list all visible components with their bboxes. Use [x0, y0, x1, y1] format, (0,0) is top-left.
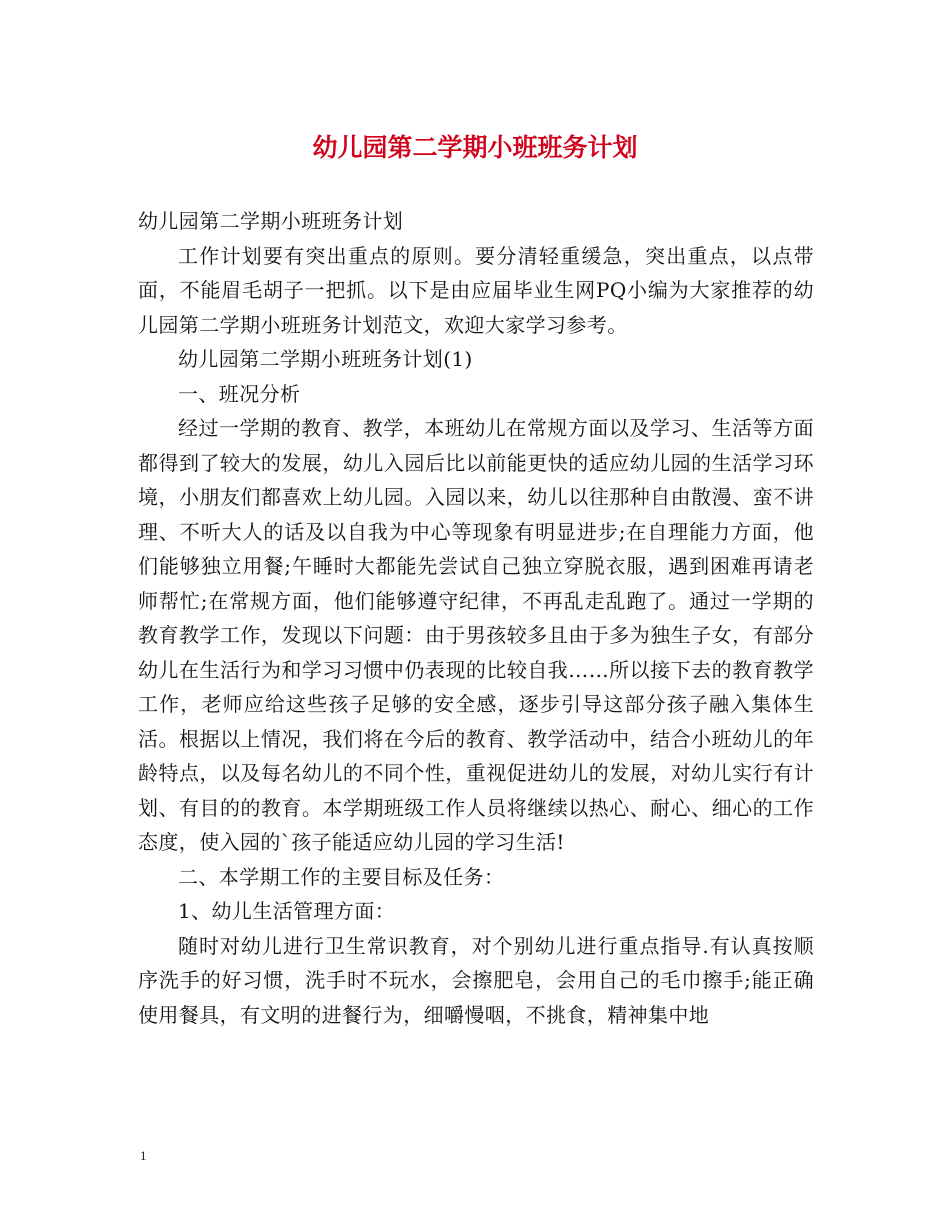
document-title: 幼儿园第二学期小班班务计划	[312, 133, 638, 162]
paragraph: 随时对幼儿进行卫生常识教育，对个别幼儿进行重点指导.有认真按顺序洗手的好习惯，洗手时不玩水，会擦肥皂，会用自己的毛巾擦手;能正确使用餐具，有文明的进餐行为，细嚼慢咽，不挑食，精神集中地	[138, 933, 814, 1027]
section-heading: 一、班况分析	[178, 381, 301, 406]
section-heading: 二、本学期工作的主要目标及任务：	[178, 864, 505, 889]
paragraph: 幼儿园第二学期小班班务计划	[138, 209, 404, 233]
document-body	[138, 204, 814, 1032]
subsection-heading: 1、幼儿生活管理方面：	[178, 899, 396, 923]
paragraph: 工作计划要有突出重点的原则。要分清轻重缓急，突出重点，以点带面，不能眉毛胡子一把抓。以下是由应届毕业生网PQ小编为大家推荐的幼儿园第二学期小班班务计划范文，欢迎大家学习参考。	[138, 243, 814, 337]
paragraph: 经过一学期的教育、教学，本班幼儿在常规方面以及学习、生活等方面都得到了较大的发展，幼儿入园后比以前能更快的适应幼儿园的生活学习环境，小朋友们都喜欢上幼儿园。入园以来，幼儿以往那种自由散漫、蛮不讲理、不听大人的话及以自我为中心等现象有明显进步;在自理能力方面，他们能够独立用餐;午睡时大都能先尝试自己独立穿脱衣服，遇到困难再请老师帮忙;在常规方面，他们能够遵守纪律，不再乱走乱跑了。通过一学期的教育教学工作，发现以下问题：由于男孩较多且由于多为独生子女，有部分幼儿在生活行为和学习习惯中仍表现的比较自我……所以接下去的教育教学工作，老师应给这些孩子足够的安全感，逐步引导这部分孩子融入集体生活。根据以上情况，我们将在今后的教育、教学活动中，结合小班幼儿的年龄特点，以及每名幼儿的不同个性，重视促进幼儿的发展，对幼儿实行有计划、有目的的教育。本学期班级工作人员将继续以热心、耐心、细心的工作态度，使入园的`孩子能适应幼儿园的学习生活!	[138, 416, 814, 854]
paragraph: 幼儿园第二学期小班班务计划(1)	[178, 347, 473, 371]
page-number: 1	[140, 1148, 147, 1163]
